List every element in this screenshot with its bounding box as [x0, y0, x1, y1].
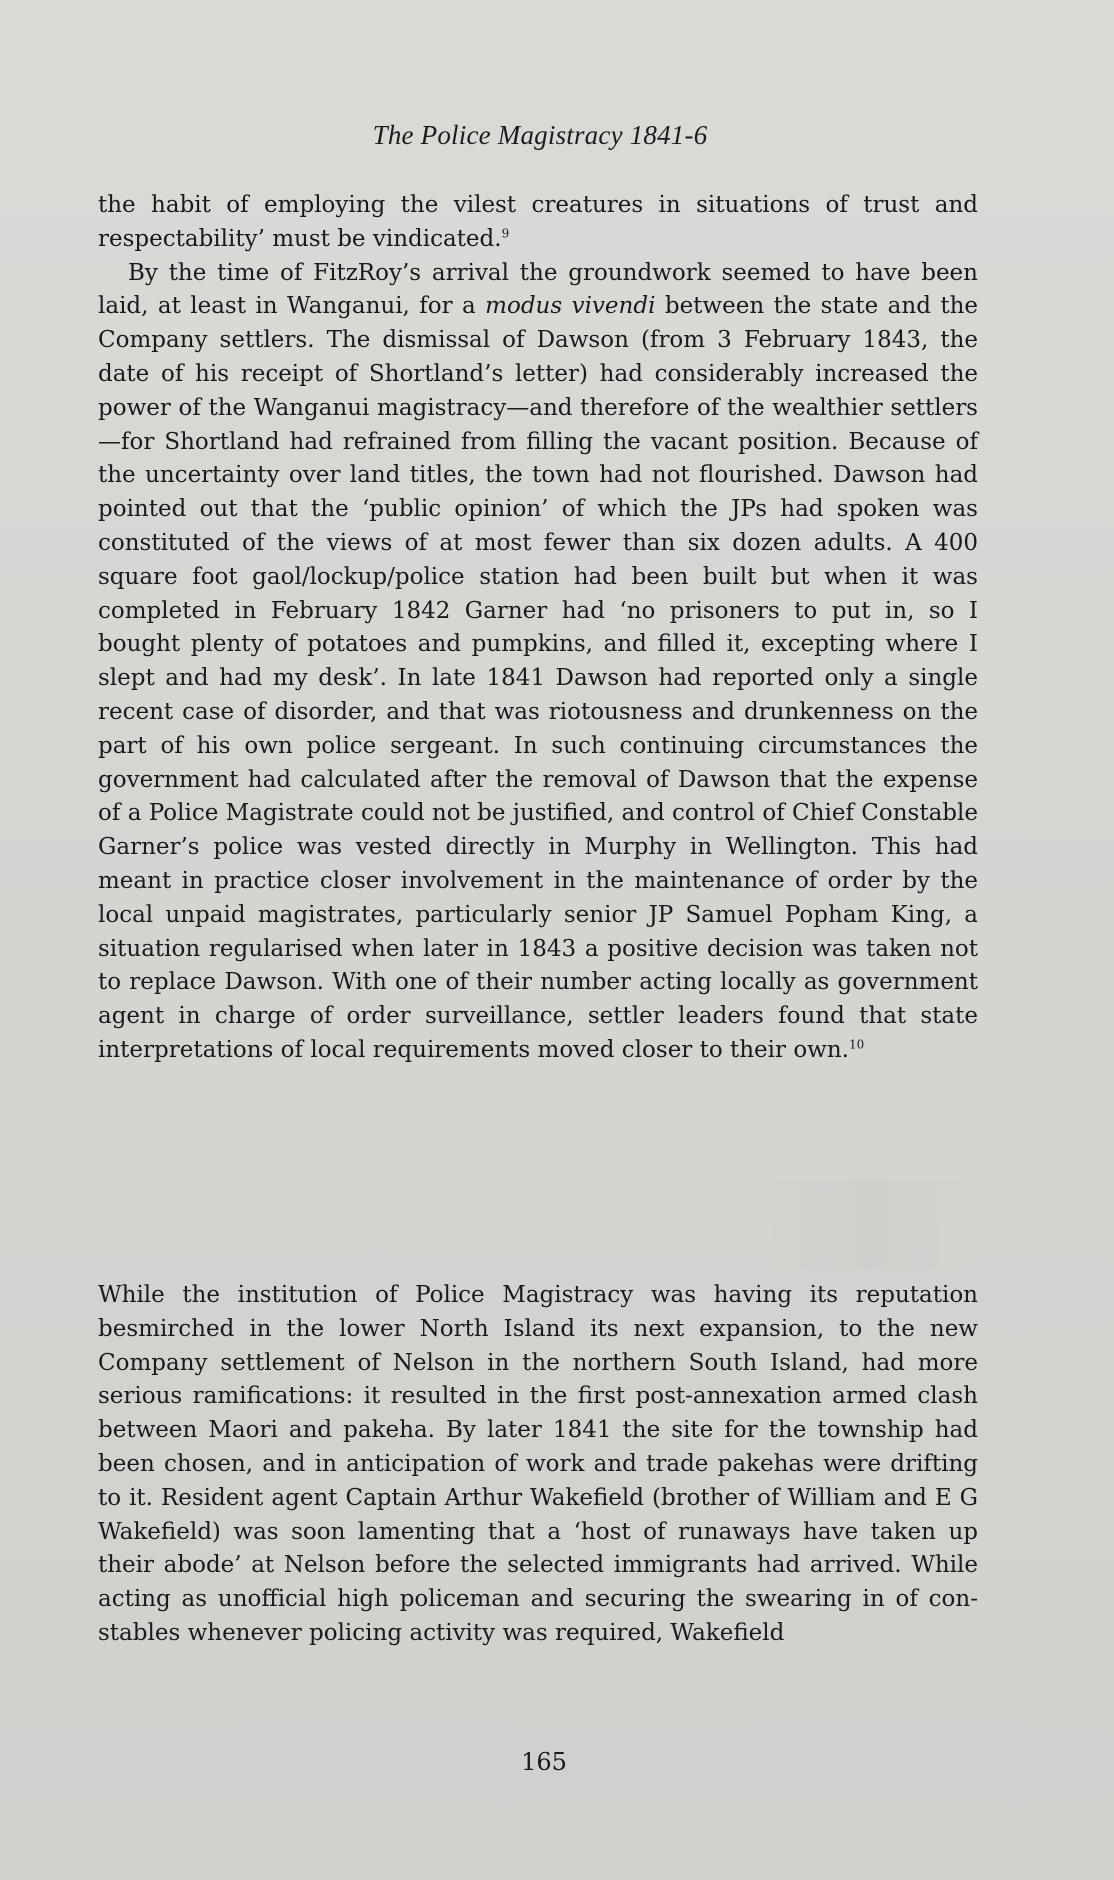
footnote-marker-10: 10: [849, 1037, 865, 1052]
paragraph-continuation: [98, 189, 978, 257]
paragraph-2-text-start: By the time of FitzRoy’s arrival the groundwork seemed to have been laid, at least in Wanganui, for a: [98, 259, 978, 320]
page-number: 165: [521, 1748, 567, 1776]
footnote-marker-9: 9: [501, 226, 510, 241]
show-through-shadow: [760, 1180, 980, 1270]
running-header-title: The Police Magistracy 1841-6: [372, 120, 708, 150]
italic-phrase: modus vivendi: [485, 293, 656, 320]
paragraph-nelson: While the institution of Police Magistracy was having its reputation besmirched in the lower North Island its next expansion, to the new Company settlement of Nelson in the northern South Island, had more serious ramifications: it resulted in the first post-annexation armed clash between Maori and pakeha. By later 1841 the site for the township had been chosen, and in anticipation of work and trade pakehas were drifting to it. Resident agent Captain Arthur Wakefield (brother of William and E G Wakefield) was soon lamenting that a ‘host of runaways have taken up their abode’ at Nelson before the selected immigrants had arrived. While acting as unofficial high policeman and securing the swearing in of constables whenever policing activity was required, Wakefield: [98, 1282, 978, 1646]
paragraph-fitzroy: [98, 257, 978, 1068]
lower-text-block: [98, 1279, 978, 1651]
paragraph-1-text: the habit of employing the vilest creatures in situations of trust and respectability’ must be vindicated.: [98, 192, 978, 252]
paragraph-2-text-end: between the state and the Company settlers. The dismissal of Dawson (from 3 February 1843, the date of his receipt of Shortland’s letter) had considerably increased the power of the Wanganui magistracy—and therefore of the wealthier settlers—for Shortland had refrained from filling the vacant position. Because of the uncertainty over land titles, the town had not flourished. Dawson had pointed out that the ‘public opinion’ of which the JPs had spoken was constituted of the views of at most fewer than six dozen adults. A 400 square foot gaol/lockup/police station had been built but when it was completed in February 1842 Garner had ‘no prisoners to put in, so I bought plenty of potatoes and pumpkins, and filled it, excepting where I slept and had my desk’. In late 1841 Dawson had reported only a single recent case of disorder, and that was riotousness and drunkenness on the part of his own police sergeant. In such continuing circumstances the government had calculated after the removal of Dawson that the expense of a Police Magistrate could not be justified, and control of Chief Constable Garner’s police was vested directly in Murphy in Wellington. This had meant in practice closer involvement in the maintenance of order by the local unpaid magistrates, particularly senior JP Samuel Popham King, a situation regularised when later in 1843 a positive decision was taken not to replace Dawson. With one of their number acting locally as government agent in charge of order surveillance, settler leaders found that state interpretations of local requirements moved closer to their own.: [98, 293, 978, 1063]
upper-text-block: [98, 189, 978, 1068]
